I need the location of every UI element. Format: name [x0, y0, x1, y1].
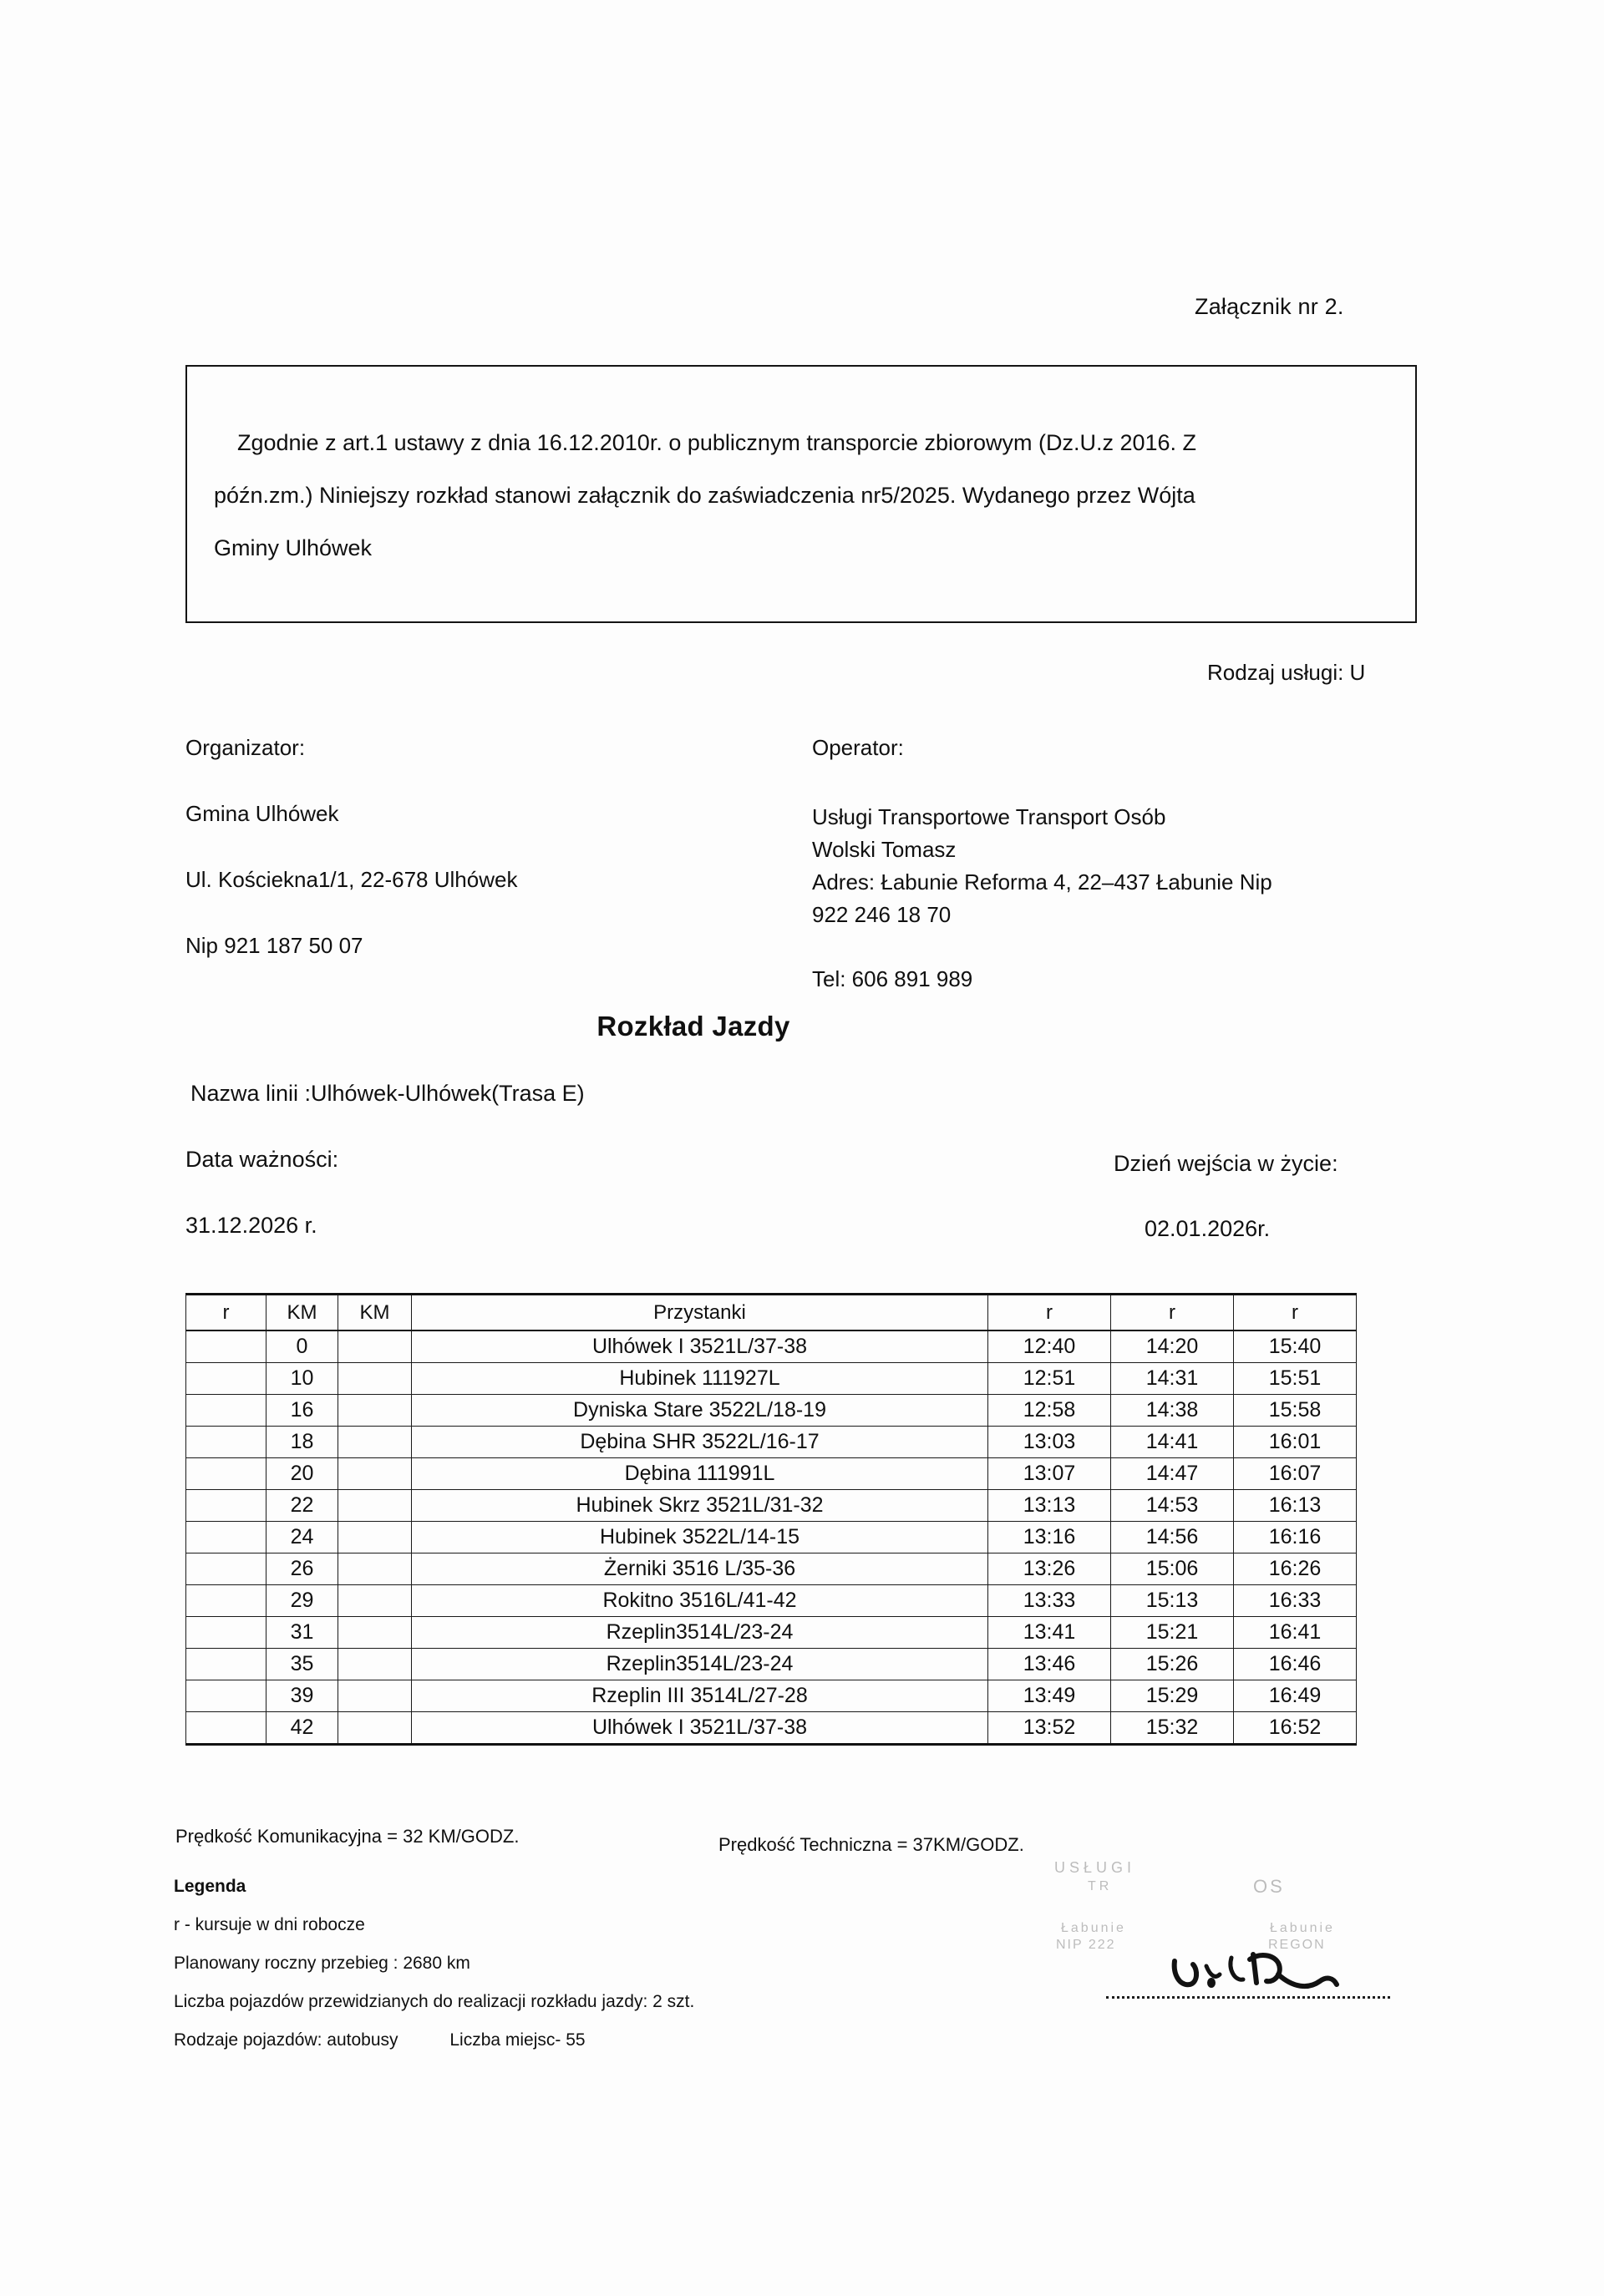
attachment-label: Załącznik nr 2.: [1195, 294, 1344, 319]
validity-label: Data ważności:: [185, 1147, 339, 1172]
cell-departure-2: 15:32: [1111, 1712, 1234, 1745]
legend-vehicle-count: Liczba pojazdów przewidzianych do realizacji rozkładu jazdy: 2 szt.: [174, 1992, 695, 2011]
stamp-and-signature-area: [1044, 1856, 1437, 2023]
cell-km-primary: 39: [266, 1680, 338, 1712]
timetable-header-row: [186, 1295, 1357, 1331]
operator-address-line-1: Adres: Łabunie Reforma 4, 22–437 Łabunie Nip: [812, 869, 1272, 895]
cell-departure-2: 14:53: [1111, 1490, 1234, 1522]
cell-km-secondary: [338, 1712, 412, 1745]
effective-date-label: Dzień wejścia w życie:: [1114, 1151, 1338, 1176]
cell-day-marker: [186, 1330, 266, 1363]
cell-km-primary: 0: [266, 1330, 338, 1363]
cell-day-marker: [186, 1522, 266, 1553]
header-trip-3: r: [1234, 1295, 1357, 1331]
cell-departure-3: 16:33: [1234, 1585, 1357, 1617]
cell-stop-name: Hubinek 111927L: [412, 1363, 988, 1395]
cell-departure-3: 16:16: [1234, 1522, 1357, 1553]
cell-stop-name: Rzeplin3514L/23-24: [412, 1617, 988, 1649]
cell-departure-1: 13:13: [988, 1490, 1111, 1522]
legal-note-box: [185, 365, 1417, 623]
stamp-line-7: REGON: [1268, 1938, 1326, 1952]
cell-stop-name: Rzeplin III 3514L/27-28: [412, 1680, 988, 1712]
operator-block: [812, 735, 1414, 992]
cell-km-primary: 31: [266, 1617, 338, 1649]
cell-stop-name: Hubinek Skrz 3521L/31-32: [412, 1490, 988, 1522]
cell-stop-name: Dyniska Stare 3522L/18-19: [412, 1395, 988, 1427]
cell-day-marker: [186, 1649, 266, 1680]
cell-km-secondary: [338, 1522, 412, 1553]
technical-speed: Prędkość Techniczna = 37KM/GODZ.: [718, 1834, 1024, 1855]
stamp-line-1: USŁUGI: [1054, 1859, 1136, 1876]
legal-note-text: [214, 417, 1383, 575]
cell-km-primary: 10: [266, 1363, 338, 1395]
cell-km-secondary: [338, 1553, 412, 1585]
operator-address-line-2: 922 246 18 70: [812, 902, 952, 927]
legend-vehicle-types: Rodzaje pojazdów: autobusy: [174, 2030, 398, 2050]
legend-r-meaning: r - kursuje w dni robocze: [174, 1915, 365, 1934]
cell-departure-2: 14:38: [1111, 1395, 1234, 1427]
cell-departure-2: 15:26: [1111, 1649, 1234, 1680]
cell-day-marker: [186, 1363, 266, 1395]
cell-departure-1: 13:07: [988, 1458, 1111, 1490]
legend-title: Legenda: [174, 1877, 246, 1896]
organizer-name: Gmina Ulhówek: [185, 801, 339, 826]
cell-km-primary: 16: [266, 1395, 338, 1427]
cell-km-primary: 26: [266, 1553, 338, 1585]
cell-departure-3: 16:13: [1234, 1490, 1357, 1522]
legend-seats: Liczba miejsc- 55: [449, 2030, 586, 2050]
cell-departure-3: 16:52: [1234, 1712, 1357, 1745]
cell-km-secondary: [338, 1395, 412, 1427]
table-row: [186, 1395, 1357, 1427]
stamp-line-6: Łabunie: [1270, 1921, 1335, 1935]
cell-departure-2: 15:13: [1111, 1585, 1234, 1617]
cell-day-marker: [186, 1458, 266, 1490]
cell-departure-3: 16:41: [1234, 1617, 1357, 1649]
cell-km-secondary: [338, 1585, 412, 1617]
cell-departure-2: 14:56: [1111, 1522, 1234, 1553]
table-row: [186, 1553, 1357, 1585]
cell-day-marker: [186, 1712, 266, 1745]
cell-stop-name: Żerniki 3516 L/35-36: [412, 1553, 988, 1585]
table-row: [186, 1490, 1357, 1522]
cell-departure-2: 15:06: [1111, 1553, 1234, 1585]
cell-departure-1: 13:41: [988, 1617, 1111, 1649]
cell-day-marker: [186, 1617, 266, 1649]
cell-km-secondary: [338, 1649, 412, 1680]
timetable: [185, 1293, 1357, 1746]
legal-note-line-1: Zgodnie z art.1 ustawy z dnia 16.12.2010r. o publicznym transporcie zbiorowym (Dz.U.z 2016. Z: [237, 430, 1197, 455]
cell-stop-name: Ulhówek I 3521L/37-38: [412, 1712, 988, 1745]
cell-km-secondary: [338, 1680, 412, 1712]
schedule-title-text: Rozkład Jazdy: [596, 1011, 790, 1042]
table-row: [186, 1617, 1357, 1649]
stamp-line-2: TR: [1088, 1879, 1113, 1893]
cell-km-primary: 20: [266, 1458, 338, 1490]
cell-km-secondary: [338, 1427, 412, 1458]
commercial-speed: Prędkość Komunikacyjna = 32 KM/GODZ.: [175, 1826, 520, 1847]
organizer-heading: Organizator:: [185, 735, 306, 760]
organizer-address: Ul. Kościekna1/1, 22-678 Ulhówek: [185, 867, 518, 892]
cell-day-marker: [186, 1490, 266, 1522]
cell-day-marker: [186, 1585, 266, 1617]
schedule-title: [0, 1011, 1604, 1042]
table-row: [186, 1458, 1357, 1490]
cell-departure-2: 14:47: [1111, 1458, 1234, 1490]
table-row: [186, 1712, 1357, 1745]
effective-date-value: 02.01.2026r.: [1145, 1216, 1271, 1241]
organizer-block: [185, 735, 703, 959]
header-stops: Przystanki: [412, 1295, 988, 1331]
stamp-line-4: Łabunie: [1061, 1921, 1126, 1935]
cell-departure-1: 12:40: [988, 1330, 1111, 1363]
service-kind-label: Rodzaj usługi: U: [1207, 660, 1366, 685]
operator-name-line-2: Wolski Tomasz: [812, 837, 957, 862]
cell-stop-name: Rokitno 3516L/41-42: [412, 1585, 988, 1617]
cell-km-secondary: [338, 1617, 412, 1649]
cell-day-marker: [186, 1395, 266, 1427]
cell-departure-3: 15:58: [1234, 1395, 1357, 1427]
cell-departure-1: 13:03: [988, 1427, 1111, 1458]
line-name: Nazwa linii :Ulhówek-Ulhówek(Trasa E): [190, 1081, 585, 1106]
table-row: [186, 1680, 1357, 1712]
table-row: [186, 1522, 1357, 1553]
cell-stop-name: Dębina 111991L: [412, 1458, 988, 1490]
stamp-line-3: OS: [1253, 1876, 1285, 1897]
cell-km-secondary: [338, 1458, 412, 1490]
operator-telephone: Tel: 606 891 989: [812, 966, 973, 991]
cell-day-marker: [186, 1680, 266, 1712]
cell-departure-3: 15:51: [1234, 1363, 1357, 1395]
header-trip-1: r: [988, 1295, 1111, 1331]
cell-stop-name: Ulhówek I 3521L/37-38: [412, 1330, 988, 1363]
cell-km-secondary: [338, 1490, 412, 1522]
cell-departure-3: 16:46: [1234, 1649, 1357, 1680]
timetable-body: [186, 1330, 1357, 1745]
header-r-left: r: [186, 1295, 266, 1331]
cell-departure-1: 12:51: [988, 1363, 1111, 1395]
cell-km-primary: 35: [266, 1649, 338, 1680]
table-row: [186, 1427, 1357, 1458]
organizer-nip: Nip 921 187 50 07: [185, 933, 363, 958]
cell-departure-1: 13:26: [988, 1553, 1111, 1585]
cell-km-secondary: [338, 1330, 412, 1363]
table-row: [186, 1363, 1357, 1395]
stamp-line-5: NIP 222: [1056, 1938, 1116, 1952]
cell-departure-1: 12:58: [988, 1395, 1111, 1427]
table-row: [186, 1585, 1357, 1617]
validity-value: 31.12.2026 r.: [185, 1213, 317, 1238]
operator-name-line-1: Usługi Transportowe Transport Osób: [812, 804, 1166, 829]
header-trip-2: r: [1111, 1295, 1234, 1331]
cell-departure-1: 13:49: [988, 1680, 1111, 1712]
cell-departure-3: 16:49: [1234, 1680, 1357, 1712]
cell-stop-name: Rzeplin3514L/23-24: [412, 1649, 988, 1680]
cell-departure-2: 15:29: [1111, 1680, 1234, 1712]
header-km-2: KM: [338, 1295, 412, 1331]
signature-dotted-line: [1106, 1996, 1390, 1999]
cell-stop-name: Dębina SHR 3522L/16-17: [412, 1427, 988, 1458]
cell-departure-1: 13:46: [988, 1649, 1111, 1680]
header-km-1: KM: [266, 1295, 338, 1331]
cell-departure-3: 16:01: [1234, 1427, 1357, 1458]
cell-day-marker: [186, 1427, 266, 1458]
cell-departure-2: 14:41: [1111, 1427, 1234, 1458]
legend-annual-mileage: Planowany roczny przebieg : 2680 km: [174, 1954, 470, 1973]
legal-note-line-3: Gminy Ulhówek: [214, 535, 373, 560]
cell-km-primary: 42: [266, 1712, 338, 1745]
table-row: [186, 1330, 1357, 1363]
cell-departure-3: 15:40: [1234, 1330, 1357, 1363]
cell-departure-2: 14:20: [1111, 1330, 1234, 1363]
cell-departure-2: 14:31: [1111, 1363, 1234, 1395]
cell-departure-2: 15:21: [1111, 1617, 1234, 1649]
cell-departure-3: 16:26: [1234, 1553, 1357, 1585]
cell-day-marker: [186, 1553, 266, 1585]
cell-km-primary: 18: [266, 1427, 338, 1458]
legal-note-line-2: późn.zm.) Niniejszy rozkład stanowi załącznik do zaświadczenia nr5/2025. Wydanego przez Wójta: [214, 483, 1195, 508]
cell-departure-3: 16:07: [1234, 1458, 1357, 1490]
cell-km-primary: 29: [266, 1585, 338, 1617]
table-row: [186, 1649, 1357, 1680]
legend-block: [174, 1877, 926, 2050]
legend-vehicle-types-row: [174, 2030, 926, 2050]
cell-departure-1: 13:16: [988, 1522, 1111, 1553]
cell-km-primary: 22: [266, 1490, 338, 1522]
cell-departure-1: 13:33: [988, 1585, 1111, 1617]
cell-departure-1: 13:52: [988, 1712, 1111, 1745]
operator-details: [812, 801, 1414, 931]
cell-stop-name: Hubinek 3522L/14-15: [412, 1522, 988, 1553]
cell-km-secondary: [338, 1363, 412, 1395]
cell-km-primary: 24: [266, 1522, 338, 1553]
operator-heading: Operator:: [812, 735, 904, 760]
handwritten-signature: [1170, 1949, 1362, 1996]
